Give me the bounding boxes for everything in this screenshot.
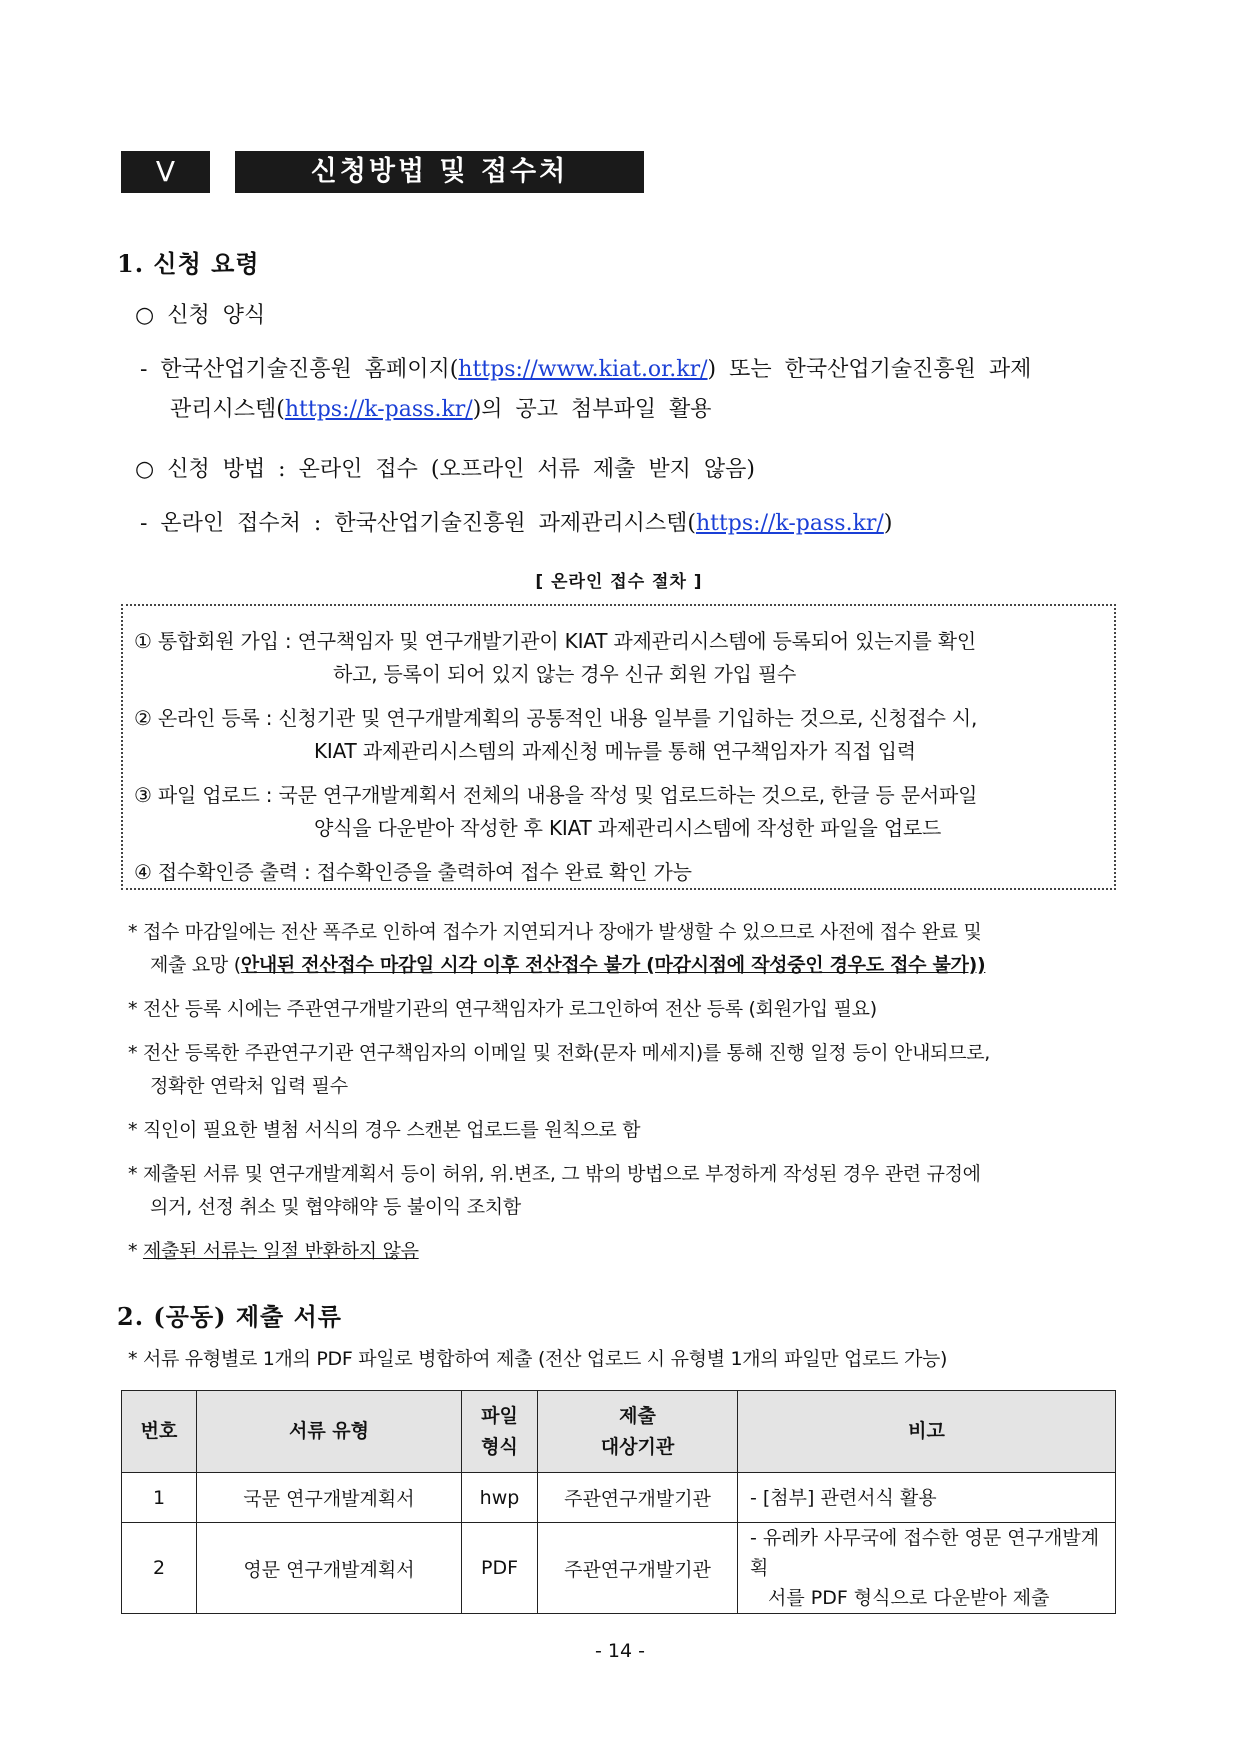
method-bullet: ○ 신청 방법 : 온라인 접수 (오프라인 서류 제출 받지 않음) [135, 457, 755, 482]
note-3-line-2: 정확한 연락처 입력 필수 [150, 1075, 348, 1097]
row-1-remark-line-1: - [첨부] 관련서식 활용 [750, 1486, 937, 1509]
row-2-remark-line-2: 서를 PDF 형식으로 다운받아 제출 [768, 1587, 1050, 1609]
note-1-line-2 [150, 950, 985, 977]
row-1-remark [738, 1473, 1116, 1523]
header-target-line-1: 제출 [619, 1404, 656, 1427]
form-line-2-suffix: )의 공고 첨부파일 활용 [472, 397, 712, 422]
procedure-step-1-line-2: 하고, 등록이 되어 있지 않는 경우 신규 회원 가입 필수 [333, 662, 797, 686]
row-2-type: 영문 연구개발계획서 [197, 1523, 462, 1614]
row-1-target: 주관연구개발기관 [538, 1473, 738, 1523]
note-6-star: * [128, 1240, 143, 1262]
header-target [538, 1391, 738, 1473]
part1-heading: 1. 신청 요령 [117, 249, 260, 278]
table-header-row [122, 1391, 1116, 1473]
row-2-target: 주관연구개발기관 [538, 1523, 738, 1614]
part2-note: * 서류 유형별로 1개의 PDF 파일로 병합하여 제출 (전산 업로드 시 유형별 1개의 파일만 업로드 가능) [128, 1348, 948, 1370]
form-line-1 [140, 352, 1031, 383]
note-1-prefix: 제출 요망 ( [150, 954, 241, 976]
note-3-line-1: * 전산 등록한 주관연구기관 연구책임자의 이메일 및 전화(문자 메세지)를 통해 진행 일정 등이 안내되므로, [128, 1042, 991, 1064]
kiat-homepage-link[interactable]: https://www.kiat.or.kr/ [458, 357, 708, 382]
section-title: 신청방법 및 접수처 [235, 151, 644, 193]
section-number: V [121, 151, 210, 193]
part2-heading: 2. (공동) 제출 서류 [117, 1302, 342, 1331]
row-1-format: hwp [462, 1473, 538, 1523]
header-target-line-2: 대상기관 [600, 1435, 675, 1458]
procedure-title: [ 온라인 접수 절차 ] [535, 572, 703, 592]
procedure-step-2-line-1: ② 온라인 등록 : 신청기관 및 연구개발계획의 공통적인 내용 일부를 기입하는 것으로, 신청접수 시, [134, 706, 978, 730]
note-5-line-1: * 제출된 서류 및 연구개발계획서 등이 허위, 위.변조, 그 밖의 방법으로 부정하게 작성된 경우 관련 규정에 [128, 1163, 981, 1185]
table-row [122, 1523, 1116, 1614]
row-2-format: PDF [462, 1523, 538, 1614]
procedure-step-3-line-1: ③ 파일 업로드 : 국문 연구개발계획서 전체의 내용을 작성 및 업로드하는 것으로, 한글 등 문서파일 [134, 783, 978, 807]
online-prefix: - 온라인 접수처 : 한국산업기술진흥원 과제관리시스템( [140, 511, 696, 536]
form-bullet: ○ 신청 양식 [135, 303, 266, 328]
note-1-emphasis: 안내된 전산접수 마감일 시각 이후 전산접수 불가 (마감시점에 작성중인 경우도 접수 불가)) [240, 954, 986, 976]
form-line-1-prefix: - 한국산업기술진흥원 홈페이지( [140, 357, 459, 382]
note-5-line-2: 의거, 선정 취소 및 협약해약 등 불이익 조치함 [150, 1196, 521, 1218]
header-remark: 비고 [738, 1391, 1116, 1473]
header-no: 번호 [122, 1391, 197, 1473]
note-1-line-1: * 접수 마감일에는 전산 폭주로 인하여 접수가 지연되거나 장애가 발생할 수 있으므로 사전에 접수 완료 및 [128, 921, 982, 943]
header-type: 서류 유형 [197, 1391, 462, 1473]
form-line-1-suffix: ) 또는 한국산업기술진흥원 과제 [707, 357, 1032, 382]
form-line-2 [170, 392, 712, 423]
form-line-2-prefix: 관리시스템( [170, 397, 285, 422]
online-suffix: ) [883, 511, 893, 536]
row-2-remark-line-1: - 유레카 사무국에 접수한 영문 연구개발계획 [750, 1527, 1100, 1579]
kpass-link[interactable]: https://k-pass.kr/ [284, 397, 473, 422]
row-1-type: 국문 연구개발계획서 [197, 1473, 462, 1523]
procedure-step-1-line-1: ① 통합회원 가입 : 연구책임자 및 연구개발기관이 KIAT 과제관리시스템에 등록되어 있는지를 확인 [134, 629, 976, 653]
procedure-step-3-line-2: 양식을 다운받아 작성한 후 KIAT 과제관리시스템에 작성한 파일을 업로드 [314, 816, 942, 840]
table-row [122, 1473, 1116, 1523]
documents-table [121, 1390, 1116, 1614]
procedure-step-4-line-1: ④ 접수확인증 출력 : 접수확인증을 출력하여 접수 완료 확인 가능 [134, 860, 692, 884]
header-format [462, 1391, 538, 1473]
row-2-no: 2 [122, 1523, 197, 1614]
online-kpass-link[interactable]: https://k-pass.kr/ [695, 511, 884, 536]
procedure-step-2-line-2: KIAT 과제관리시스템의 과제신청 메뉴를 통해 연구책임자가 직접 입력 [314, 739, 916, 763]
online-reception-line [140, 506, 892, 537]
row-2-remark [738, 1523, 1116, 1614]
header-format-line-1: 파일 [481, 1404, 518, 1427]
page-number: - 14 - [595, 1640, 645, 1662]
note-6-text: 제출된 서류는 일절 반환하지 않음 [142, 1240, 419, 1262]
row-1-no: 1 [122, 1473, 197, 1523]
header-format-line-2: 형식 [481, 1435, 518, 1458]
note-4: * 직인이 필요한 별첨 서식의 경우 스캔본 업로드를 원칙으로 함 [128, 1119, 641, 1141]
note-2: * 전산 등록 시에는 주관연구개발기관의 연구책임자가 로그인하여 전산 등록 (회원가입 필요) [128, 998, 877, 1020]
note-6 [128, 1236, 419, 1263]
